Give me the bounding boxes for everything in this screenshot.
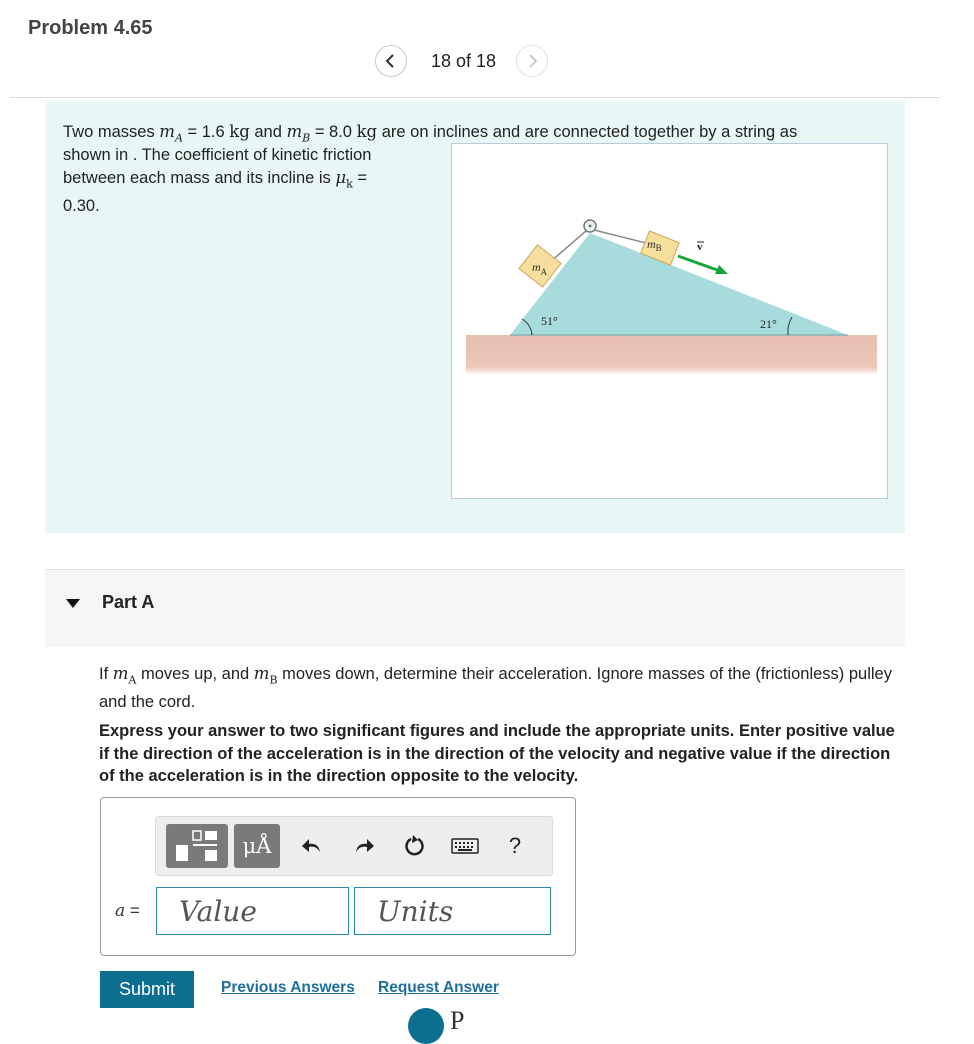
incline-figure (451, 143, 888, 499)
redo-icon (353, 835, 375, 857)
keyboard-button[interactable] (448, 824, 482, 868)
keyboard-icon (451, 837, 479, 855)
text-segment: = 0.30. (63, 168, 368, 216)
templates-button[interactable] (166, 824, 228, 868)
undo-button[interactable] (296, 824, 328, 868)
pearson-logo-icon (408, 1008, 444, 1044)
problem-statement-panel (45, 101, 905, 533)
answer-instructions: Express your answer to two significant figures and include the appropriate units. Enter positive value if the direction of the acceleration is in the direction of the velocity and negative value if the direction of the acceleration is in the direction opposite to the velocity. (99, 722, 895, 785)
block-b-label: $m_B$ (647, 237, 662, 253)
velocity-arrow (678, 256, 720, 271)
angle-right-label: 21° (760, 317, 777, 331)
math-toolbar (155, 816, 553, 876)
mu-k-symbol: $\mu_k$ (335, 167, 353, 190)
text-segment: = 1.6 (182, 123, 230, 141)
mass-b-symbol: $m_B$ (286, 122, 311, 145)
mass-b-symbol: $m_B$ (253, 664, 278, 687)
help-button[interactable] (500, 824, 530, 868)
chevron-right-icon (526, 54, 538, 68)
help-icon: ? (508, 833, 522, 858)
pager (375, 44, 548, 78)
text-segment: shown in . The coefficient of kinetic friction between each mass and its incline is (63, 146, 372, 187)
previous-answers-link[interactable]: Previous Answers (221, 979, 355, 996)
text-segment: and (249, 123, 287, 141)
value-input[interactable] (157, 888, 348, 934)
problem-text-rest (63, 144, 403, 218)
units-field[interactable] (354, 887, 551, 935)
previous-problem-button[interactable] (375, 45, 407, 77)
reset-button[interactable] (398, 824, 430, 868)
text-segment: Two masses (63, 123, 160, 141)
submit-button[interactable]: Submit (100, 971, 194, 1008)
ground (466, 335, 877, 375)
unit-kg: kg (229, 122, 250, 141)
mass-a-symbol: $m_A$ (159, 122, 183, 145)
units-button[interactable] (234, 824, 280, 868)
mass-a-symbol: $m_A$ (112, 664, 137, 687)
variable-label: a = (115, 901, 140, 921)
collapse-caret-icon[interactable] (66, 599, 80, 608)
header-divider (10, 97, 940, 98)
chevron-left-icon (385, 54, 397, 68)
request-answer-link[interactable]: Request Answer (378, 979, 499, 996)
redo-button[interactable] (348, 824, 380, 868)
units-icon: μÅ (242, 834, 272, 858)
pager-text: 18 of 18 (431, 50, 497, 71)
angle-left-label: 51° (541, 314, 558, 328)
pearson-logo-letter: P (450, 1006, 465, 1035)
incline-diagram (452, 144, 887, 498)
question-text: If $m_A$ moves up, and $m_B$ moves down, determine their acceleration. Ignore masses of the (frictionless) pulley and the cord. (99, 664, 892, 712)
unit-kg: kg (356, 122, 378, 141)
units-input[interactable] (355, 888, 550, 934)
reset-icon (402, 834, 426, 858)
templates-icon (174, 829, 220, 863)
answer-box (100, 797, 576, 956)
text-segment: = 8.0 (310, 123, 357, 141)
problem-title: Problem 4.65 (28, 17, 153, 39)
undo-icon (301, 835, 323, 857)
block-a-label: $m_A$ (532, 260, 548, 277)
pulley-axle (589, 225, 592, 228)
value-field[interactable] (156, 887, 349, 935)
next-problem-button[interactable] (516, 45, 548, 77)
text-segment: are on inclines and are connected together by a string as (377, 123, 798, 141)
part-a-header[interactable] (45, 569, 905, 647)
part-title: Part A (102, 592, 155, 612)
velocity-label: v (697, 241, 703, 253)
incline-wedge (510, 233, 848, 335)
